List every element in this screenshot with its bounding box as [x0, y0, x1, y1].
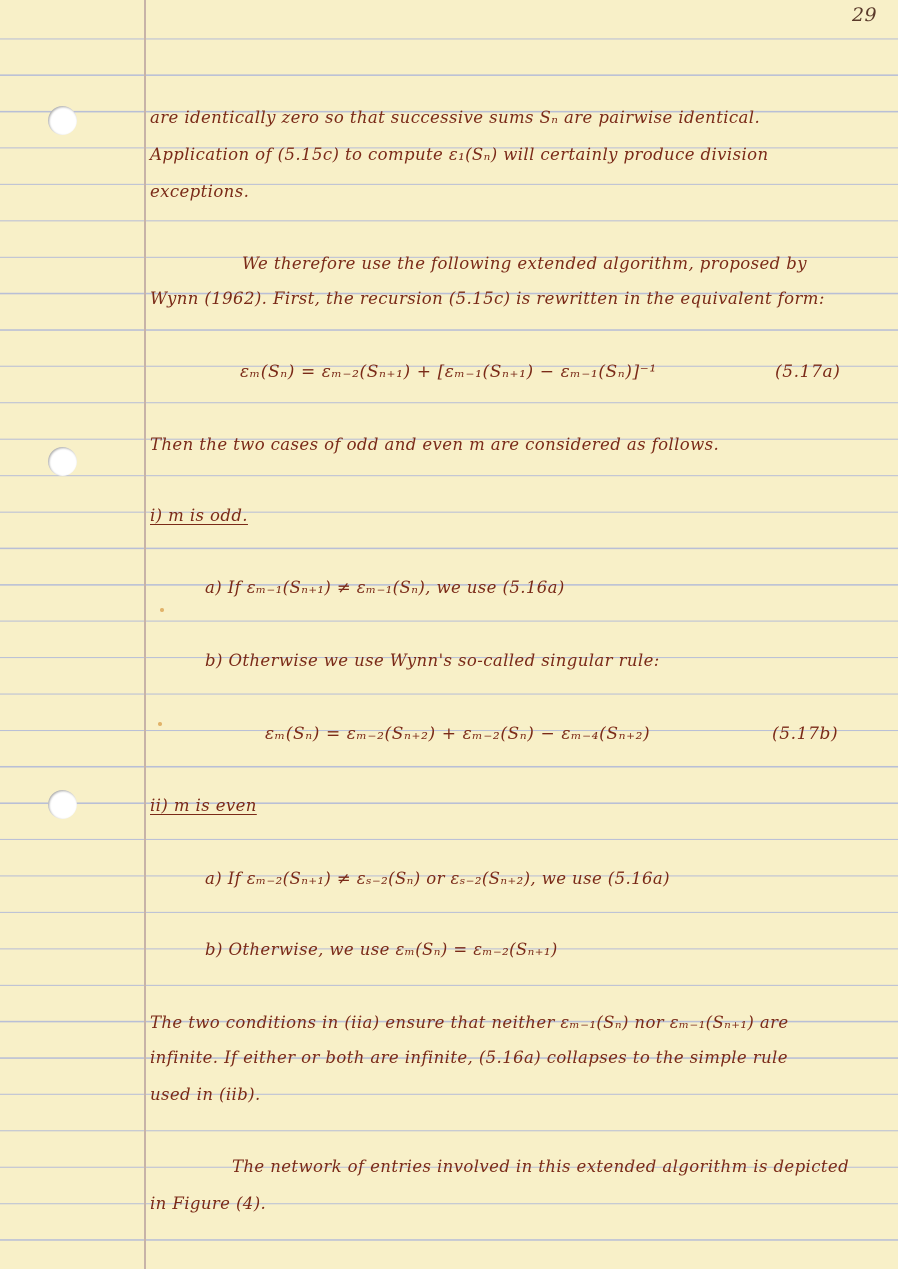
margin-rule: [144, 0, 146, 1269]
text-line: used in (iib).: [150, 1085, 261, 1104]
text-line: b) Otherwise we use Wynn's so-called singular rule:: [205, 651, 660, 670]
equation-5-17b: εₘ(Sₙ) = εₘ₋₂(Sₙ₊₂) + εₘ₋₂(Sₙ) − εₘ₋₄(Sₙ₊₂): [265, 724, 651, 744]
text-line: We therefore use the following extended algorithm, proposed by: [242, 254, 807, 273]
text-line: infinite. If either or both are infinite, (5.16a) collapses to the simple rule: [150, 1048, 788, 1067]
binder-hole: [48, 447, 77, 476]
text-line: exceptions.: [150, 182, 250, 201]
text-line: The network of entries involved in this extended algorithm is depicted: [232, 1157, 850, 1176]
ink-mark: [158, 722, 162, 726]
text-line: The two conditions in (iia) ensure that neither εₘ₋₁(Sₙ) nor εₘ₋₁(Sₙ₊₁) are: [150, 1013, 789, 1032]
case-heading-odd: i) m is odd.: [150, 506, 248, 525]
binder-hole: [48, 106, 77, 135]
text-line: are identically zero so that successive sums Sₙ are pairwise identical.: [150, 108, 761, 127]
equation-label: (5.17a): [775, 362, 841, 382]
page-number: 29: [852, 4, 877, 26]
equation-5-17a: εₘ(Sₙ) = εₘ₋₂(Sₙ₊₁) + [εₘ₋₁(Sₙ₊₁) − εₘ₋₁(Sₙ)]⁻¹: [240, 362, 657, 382]
text-line: b) Otherwise, we use εₘ(Sₙ) = εₘ₋₂(Sₙ₊₁): [205, 940, 558, 959]
case-heading-even: ii) m is even: [150, 796, 257, 815]
text-line: Wynn (1962). First, the recursion (5.15c) is rewritten in the equivalent form:: [150, 289, 825, 308]
text-line: Then the two cases of odd and even m are considered as follows.: [150, 435, 720, 454]
text-line: a) If εₘ₋₁(Sₙ₊₁) ≠ εₘ₋₁(Sₙ), we use (5.16a): [205, 578, 565, 597]
equation-label: (5.17b): [772, 724, 839, 744]
text-line: a) If εₘ₋₂(Sₙ₊₁) ≠ εₛ₋₂(Sₙ) or εₛ₋₂(Sₙ₊₂), we use (5.16a): [205, 869, 671, 888]
ink-mark: [160, 608, 164, 612]
text-line: in Figure (4).: [150, 1194, 267, 1213]
text-line: Application of (5.15c) to compute ε₁(Sₙ) will certainly produce division: [150, 145, 769, 164]
binder-hole: [48, 790, 77, 819]
